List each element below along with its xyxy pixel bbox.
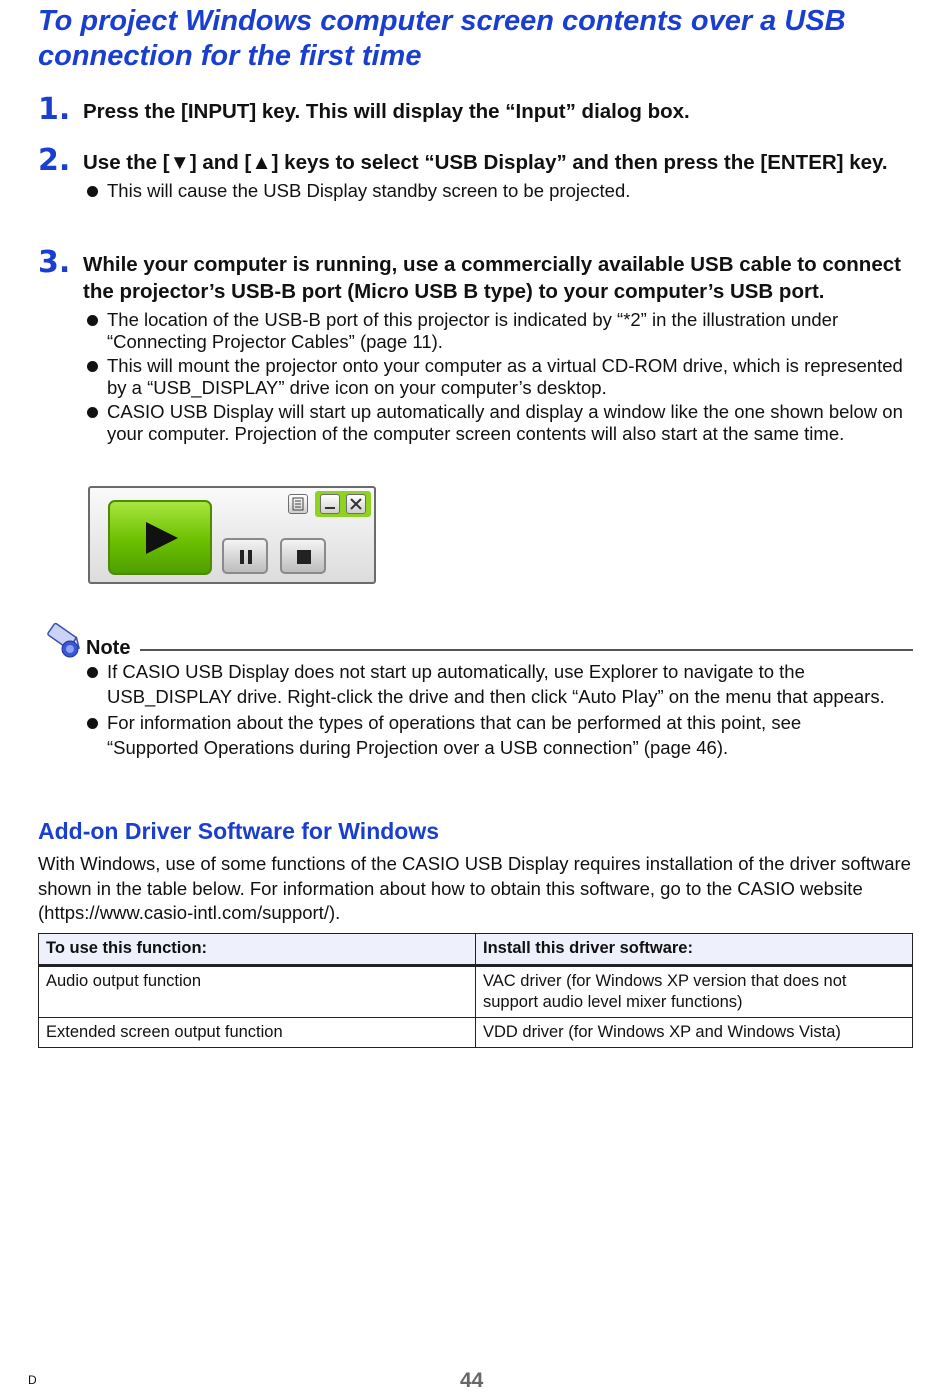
close-icon [346,494,366,514]
menu-icon [288,494,308,514]
bullet-icon [87,667,98,678]
note-divider [140,649,913,651]
step-text: While your computer is running, use a commercially available USB cable to connect the projector’s USB-B port (Micro USB B type) to your computer’s USB port. [83,253,901,303]
note-bullets [85,660,885,762]
play-icon [144,520,180,556]
note-pencil-icon [40,620,84,662]
table-header-row [39,934,913,966]
bullet-icon [87,186,98,197]
table-cell: VAC driver (for Windows XP version that does not support audio level mixer functions) [476,966,913,1018]
bullet-icon [87,718,98,729]
table-header-cell: To use this function: [39,934,476,966]
step-text: Press the [INPUT] key. This will display the “Input” dialog box. [83,100,690,123]
step-number: 3. [38,245,71,280]
minimize-icon [320,494,340,514]
table-cell: Extended screen output function [39,1018,476,1048]
table-row [39,1018,913,1048]
note-label: Note [86,637,131,659]
driver-table [38,933,913,1048]
pause-icon [237,548,255,566]
bullet-icon [87,361,98,372]
table-header-cell: Install this driver software: [476,934,913,966]
step-bullets [85,309,918,445]
page-number: 44 [460,1369,484,1392]
list-item: This will mount the projector onto your computer as a virtual CD-ROM drive, which is represented by a “USB_DISPLAY” drive icon on your computer’s desktop. [85,355,918,399]
pause-button [222,538,268,574]
table-cell: VDD driver (for Windows XP and Windows Vista) [476,1018,913,1048]
step-number: 1. [38,92,71,127]
usb-display-window-illustration [88,486,376,584]
page-title: To project Windows computer screen contents over a USB connection for the first time [38,5,846,72]
step-text: Use the [▼] and [▲] keys to select “USB Display” and then press the [ENTER] key. [83,151,888,174]
footer-label: D [28,1373,37,1387]
step-1 [38,92,918,127]
step-number: 2. [38,143,71,178]
stop-icon [295,548,313,566]
list-item: The location of the USB-B port of this projector is indicated by “*2” in the illustration under “Connecting Projector Cables” (page 11). [85,309,918,353]
list-item: If CASIO USB Display does not start up automatically, use Explorer to navigate to the USB_DISPLAY drive. Right-click the drive and then click “Auto Play” on the menu that appears. [85,660,885,709]
step-3 [38,245,918,447]
list-item: For information about the types of operations that can be performed at this point, see “Supported Operations during Projection over a USB connection” (page 46). [85,711,885,760]
section-heading: Add-on Driver Software for Windows [38,818,440,844]
stop-button [280,538,326,574]
section-intro: With Windows, use of some functions of the CASIO USB Display requires installation of the driver software shown in the table below. For information about how to obtain this software, go to the CASIO website (https://www.casio-intl.com/support/). [38,853,911,923]
list-item: CASIO USB Display will start up automatically and display a window like the one shown below on your computer. Projection of the computer screen contents will also start at the same time. [85,401,918,445]
list-item: This will cause the USB Display standby screen to be projected. [85,180,918,202]
play-button [108,500,212,575]
bullet-icon [87,407,98,418]
table-cell: Audio output function [39,966,476,1018]
step-2 [38,143,918,204]
table-row [39,966,913,1018]
step-bullets [85,180,918,202]
bullet-icon [87,315,98,326]
